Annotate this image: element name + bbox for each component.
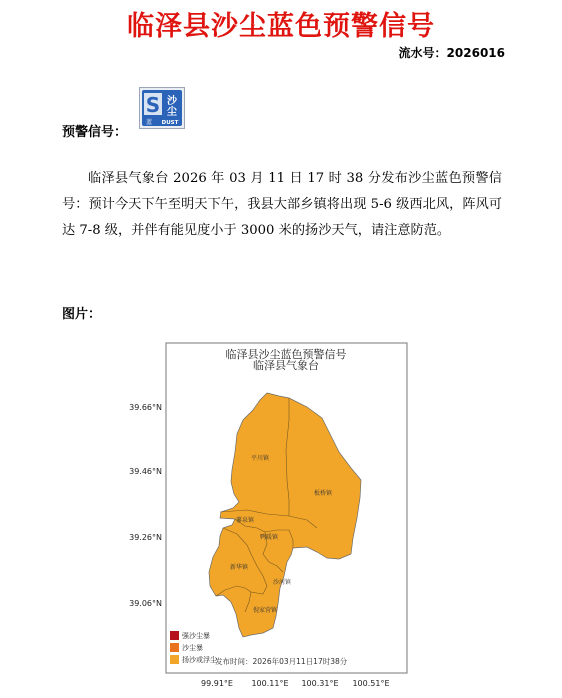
town-label-nijiaying: 倪家营镇 [252,607,278,614]
sand-dust-blue-signal-icon [139,87,185,129]
warning-body-text: 临泽县气象台 2026 年 03 月 11 日 17 时 38 分发布沙尘蓝色预警信号：预计今天下午至明天下午，我县大部乡镇将出现 5-6 级西北风，阵风可达 7-8 级，并伴有能见度小于 3000 米的扬沙天气，请注意防范。 [62,171,502,238]
lat-label: 39.66°N [129,403,162,412]
lat-label: 39.26°N [129,533,162,542]
legend-swatch-blowing-dust [170,655,179,664]
town-label-yanuan: 鸭暖镇 [259,534,279,541]
signal-icon-level: 蓝 [145,119,153,126]
legend-label: 沙尘暴 [182,644,203,652]
town-label-xinhua: 新华镇 [229,564,249,571]
lat-label: 39.46°N [129,467,162,476]
town-label-pingchuan: 平川镇 [250,455,270,462]
legend-swatch-strong-dust-storm [170,631,179,640]
page-title: 临泽县沙尘蓝色预警信号 [127,11,435,42]
lon-label: 100.51°E [352,679,390,688]
legend-swatch-dust-storm [170,643,179,652]
signal-icon-letter: S [145,93,161,117]
town-label-banqiao: 板桥镇 [313,490,333,497]
map-title: 临泽县沙尘蓝色预警信号 [225,348,347,361]
signal-icon-cn-bottom: 尘 [167,107,177,118]
signal-icon-en: DUST [161,120,179,126]
warning-map-figure [117,340,447,698]
lon-label: 99.91°E [201,679,233,688]
map-subtitle: 临泽县气象台 [253,359,319,372]
signal-icon-cn-top: 沙 [167,96,177,107]
serial-number [399,44,505,61]
map-issue-time: 发布时间：2026年03月11日17时38分 [215,657,348,666]
signal-label: 预警信号： [62,125,128,140]
picture-label: 图片： [62,307,102,322]
lat-label: 39.06°N [129,599,162,608]
lon-label: 100.31°E [301,679,339,688]
town-label-liaoquan: 蓼泉镇 [235,517,255,524]
serial-label: 流水号： [398,46,447,60]
legend-label: 扬沙或浮尘 [182,656,217,664]
legend-label: 强沙尘暴 [182,632,210,640]
lon-label: 100.11°E [251,679,289,688]
town-label-shahe: 沙河镇 [272,579,292,586]
serial-value: 2026016 [446,46,505,60]
